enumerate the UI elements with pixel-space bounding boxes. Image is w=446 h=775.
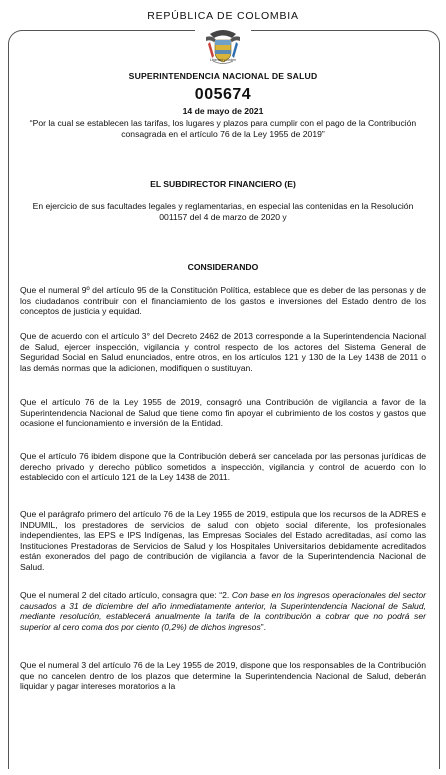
paragraph-2: Que de acuerdo con el artículo 3° del Decreto 2462 de 2013 corresponde a la Superintendencia Nacional de Salud, ejercer inspección, vigilancia y control respecto de los actores del Sistema General de Seguridad Social en Salud enunciados, entre otros, en los artículos 121 y 130 de la Ley 1438 de 2011 o las demás normas que la adicionen, modifiquen o sustituyan. <box>20 331 426 373</box>
paragraph-6-intro: Que el numeral 2 del citado artículo, consagra que: “2. <box>20 590 232 600</box>
paragraph-1: Que el numeral 9º del artículo 95 de la Constitución Política, establece que es deber de las personas y de los ciudadanos contribuir con el financiamiento de los gastos e inversiones del Estado dentro de los conceptos de justicia y equidad. <box>20 285 426 316</box>
paragraph-6-end: ”. <box>260 621 266 632</box>
coat-of-arms-icon <box>202 28 244 72</box>
entity-name: SUPERINTENDENCIA NACIONAL DE SALUD <box>128 71 318 81</box>
resolution-number: 005674 <box>194 86 252 103</box>
preamble: En ejercicio de sus facultades legales y reglamentarias, en especial las contenidas en la Resolución 001157 del 4 de marzo de 2020 y <box>32 201 414 222</box>
paragraph-5: Que el parágrafo primero del artículo 76 de la Ley 1955 de 2019, estipula que los recursos de la ADRES e INDUMIL, los prestadores de servicios de salud con objeto social diferente, los profesionales independientes, las EPS e IPS Indígenas, las Empresas Sociales del Estado acreditadas, así como las Instituciones Prestadoras de Servicios de Salud y los Hospitales Universitarios debidamente acreditados están exonerados del pago de contribución de vigilancia a favor de la Superintendencia Nacional de Salud. <box>20 509 426 572</box>
paragraph-6-quote: Con base en los ingresos operacionales del sector causados a 31 de diciembre del año inmediatamente anterior, la Superintendencia Nacional de Salud, mediante resolución, establecerá anualmente la tarifa de la contribución a cobrar que no podrá ser superior al cero coma dos por ciento (0,2%) de dichos ingresos <box>20 590 426 632</box>
issuing-authority: EL SUBDIRECTOR FINANCIERO (E) <box>150 179 296 189</box>
resolution-title: “Por la cual se establecen las tarifas, los lugares y plazos para cumplir con el pago de la Contribución consagrada en el artículo 76 de la Ley 1955 de 2019” <box>29 118 417 139</box>
section-heading: CONSIDERANDO <box>187 262 259 272</box>
seal-caption: Libertad y Orden <box>209 58 237 62</box>
resolution-date: 14 de mayo de 2021 <box>182 106 264 116</box>
paragraph-7: Que el numeral 3 del artículo 76 de la Ley 1955 de 2019, dispone que los responsables de la Contribución que no cancelen dentro de los plazos que determine la Superintendencia Nacional de Salud, deberán liquidar y pagar intereses moratorios a la <box>20 660 426 691</box>
country-name: REPÚBLICA DE COLOMBIA <box>147 10 299 22</box>
paragraph-4: Que el artículo 76 ibidem dispone que la Contribución deberá ser cancelada por las personas jurídicas de derecho privado y derecho público sometidos a inspección, vigilancia y control de acuerdo con lo establecido con el artículo 121 de la Ley 1438 de 2011. <box>20 451 426 482</box>
paragraph-3: Que el artículo 76 de la Ley 1955 de 2019, consagró una Contribución de vigilancia a favor de la Superintendencia Nacional de Salud que tiene como fin apoyar el cubrimiento de los costos y gastos que ocasione el funcionamiento e inversión de la Entidad. <box>20 397 426 428</box>
paragraph-6 <box>20 590 426 632</box>
